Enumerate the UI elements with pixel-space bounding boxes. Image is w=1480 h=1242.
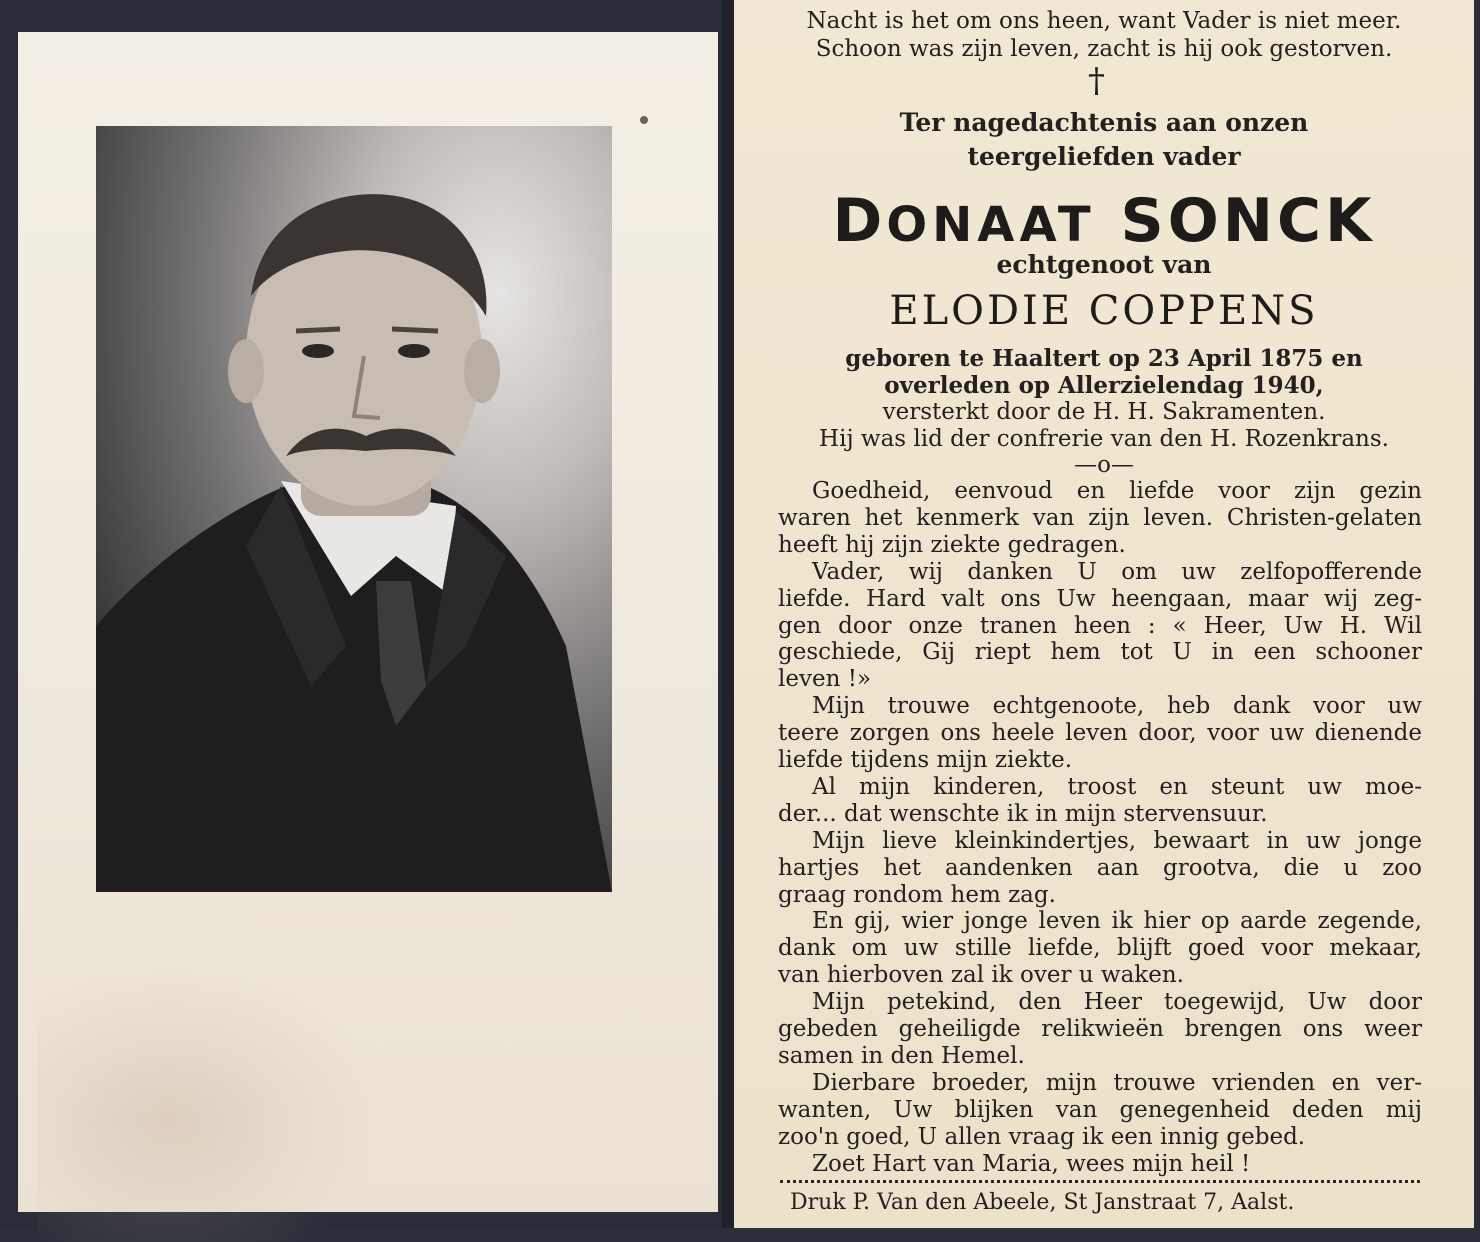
body-line: wanten, Uw blijken van genegenheid deden mij — [778, 1097, 1422, 1123]
body-line: van hierboven zal ik over u waken. — [778, 962, 1184, 988]
portrait-illustration — [96, 126, 612, 892]
body-line: En gij, wier jonge leven ik hier op aarde zegende, — [812, 908, 1422, 934]
body-line: dank om uw stille liefde, blijft goed voor mekaar, — [778, 935, 1422, 961]
detail-sacraments: versterkt door de H. H. Sakramenten. — [882, 399, 1326, 425]
printer-credit: Druk P. Van den Abeele, St Janstraat 7, Aalst. — [790, 1190, 1295, 1215]
body-line: Dierbare broeder, mijn trouwe vrienden en ver- — [812, 1070, 1422, 1096]
body-line: heeft hij zijn ziekte gedragen. — [778, 532, 1126, 558]
body-line: Mijn trouwe echtgenoote, heb dank voor uw — [812, 693, 1422, 719]
paper-stain — [38, 972, 368, 1242]
body-line: Zoet Hart van Maria, wees mijn heil ! — [812, 1151, 1251, 1177]
intro-line-1: Ter nagedachtenis aan onzen — [899, 108, 1309, 137]
body-line: zoo'n goed, U allen vraag ik een innig gebed. — [778, 1124, 1306, 1150]
body-line: Mijn lieve kleinkindertjes, bewaart in uw jonge — [812, 828, 1422, 854]
body-line: gen door onze tranen heen : « Heer, Uw H. Wil — [778, 613, 1422, 639]
detail-confraternity: Hij was lid der confrerie van den H. Rozenkrans. — [819, 426, 1389, 452]
body-line: Goedheid, eenvoud en liefde voor zijn gezin — [812, 478, 1422, 504]
body-line: liefde. Hard valt ons Uw heengaan, maar wij zeg- — [778, 586, 1422, 612]
dotted-rule — [780, 1180, 1420, 1183]
deceased-first-rest: ONAAT — [886, 197, 1096, 253]
body-line: Vader, wij danken U om uw zelfopofferende — [812, 559, 1422, 585]
body-line: hartjes het aandenken aan grootva, die u zoo — [778, 855, 1422, 881]
body-line: Al mijn kinderen, troost en steunt uw moe- — [812, 774, 1422, 800]
text-card — [734, 0, 1474, 1228]
deceased-first-initial: D — [832, 186, 887, 256]
detail-death: overleden op Allerzielendag 1940, — [884, 372, 1324, 399]
deceased-surname: SONCK — [1120, 186, 1376, 256]
spouse-name: ELODIE COPPENS — [889, 288, 1319, 334]
body-line: waren het kenmerk van zijn leven. Christen-gelaten — [778, 505, 1422, 531]
header-line-1: Nacht is het om ons heen, want Vader is niet meer. — [806, 8, 1402, 34]
portrait-photo — [96, 126, 612, 892]
pinhole — [640, 116, 648, 124]
body-line: graag rondom hem zag. — [778, 882, 1056, 908]
body-line: Mijn petekind, den Heer toegewijd, Uw door — [812, 989, 1422, 1015]
spouse-label: echtgenoot van — [996, 250, 1212, 279]
body-line: leven !» — [778, 666, 872, 692]
body-line: der... dat wenschte ik in mijn stervensuur. — [778, 801, 1268, 827]
deceased-name — [734, 186, 1474, 256]
body-line: liefde tijdens mijn ziekte. — [778, 747, 1073, 773]
intro-line-2: teergeliefden vader — [967, 142, 1241, 171]
body-line: gebeden geheiligde relikwieën brengen ons weer — [778, 1016, 1422, 1042]
header-line-2: Schoon was zijn leven, zacht is hij ook gestorven. — [815, 36, 1393, 62]
body-line: geschiede, Gij riept hem tot U in een schooner — [778, 639, 1422, 665]
separator: —o— — [1074, 452, 1134, 478]
cross-icon: † — [1088, 61, 1105, 101]
detail-birth: geboren te Haaltert op 23 April 1875 en — [845, 345, 1363, 372]
card-fold-shadow — [722, 0, 734, 1228]
body-line: samen in den Hemel. — [778, 1043, 1025, 1069]
body-line: teere zorgen ons heele leven door, voor uw dienende — [778, 720, 1422, 746]
